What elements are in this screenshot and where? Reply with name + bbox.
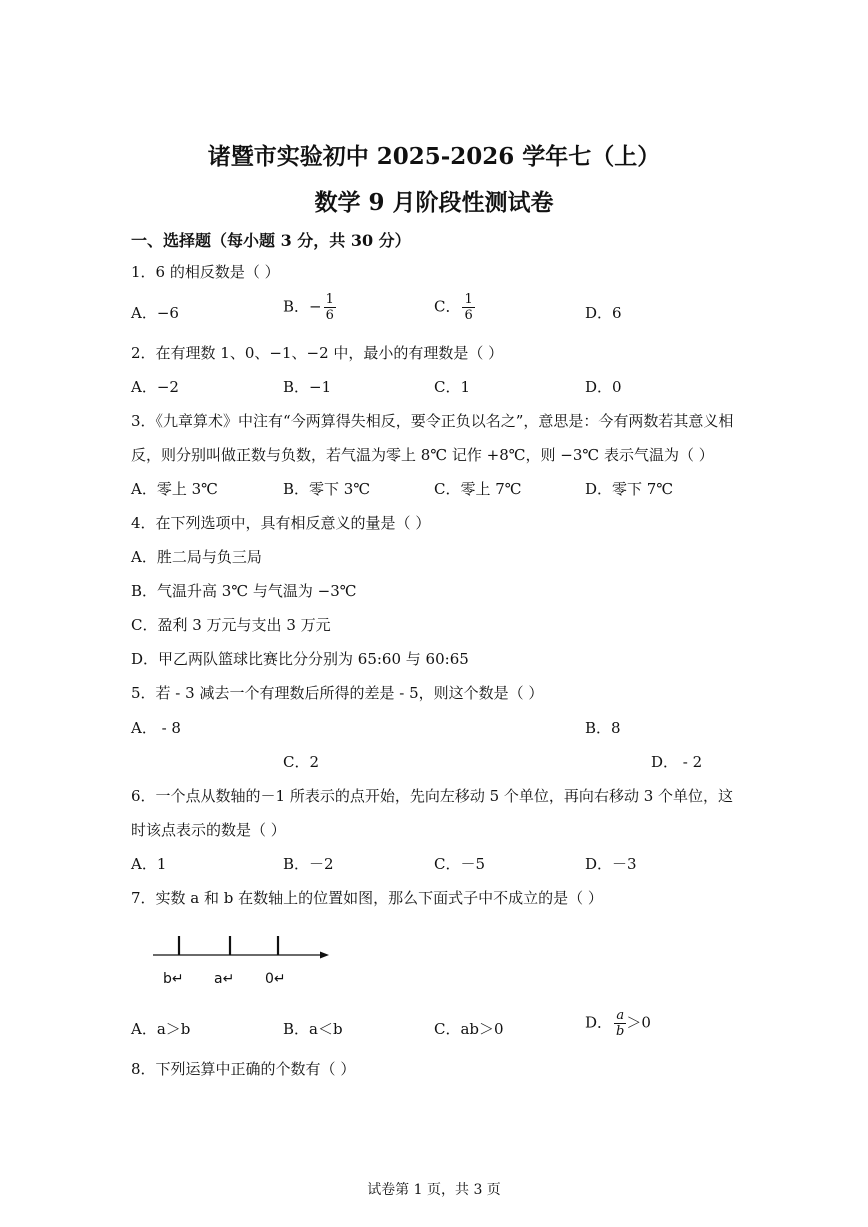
- question-4-option-a: A．胜二局与负三局: [131, 548, 262, 566]
- fraction-numerator: a: [614, 1008, 626, 1024]
- label-zero: 0↵: [265, 971, 286, 987]
- number-line-arrowhead: [320, 952, 329, 959]
- label-a: a↵: [214, 971, 235, 987]
- question-1-option-a: A．−6: [131, 304, 179, 322]
- question-2-option-a: A．−2: [131, 378, 179, 396]
- question-6-option-d: D．－3: [585, 855, 637, 873]
- question-2-option-c: C．1: [434, 378, 471, 396]
- fraction-denominator: 6: [325, 308, 334, 323]
- question-5-option-c: C．2: [283, 753, 320, 771]
- page-footer: 试卷第 1 页，共 3 页: [367, 1182, 501, 1198]
- question-6-stem-line2: 时该点表示的数是（ ）: [131, 821, 286, 839]
- question-3-stem-line1: 3．《九章算术》中注有“今两算得失相反，要令正负以名之”，意思是：今有两数若其意义相: [131, 412, 734, 430]
- question-6-option-b: B．－2: [283, 855, 334, 873]
- question-3-option-a: A．零上 3℃: [131, 480, 218, 498]
- question-1-option-b: [283, 292, 336, 323]
- page-title-line2: 数学 9 月阶段性测试卷: [314, 189, 554, 216]
- question-6-option-c: C．－5: [434, 855, 486, 873]
- label-b: b↵: [163, 971, 184, 987]
- page-title-line1: 诸暨市实验初中 2025-2026 学年七（上）: [207, 143, 661, 170]
- question-4-option-c: C．盈利 3 万元与支出 3 万元: [131, 616, 331, 634]
- fraction-denominator: b: [616, 1024, 625, 1039]
- section-heading: 一、选择题（每小题 3 分，共 30 分）: [131, 231, 411, 250]
- question-8-stem: 8．下列运算中正确的个数有（ ）: [131, 1060, 356, 1078]
- question-7-option-c: C．ab＞0: [434, 1020, 504, 1038]
- question-7-option-d: [585, 1008, 651, 1039]
- fraction-numerator: 1: [464, 292, 473, 307]
- question-5-option-a: A． - 8: [131, 719, 181, 737]
- question-4-stem: 4．在下列选项中，具有相反意义的量是（ ）: [131, 514, 431, 532]
- question-3-option-b: B．零下 3℃: [283, 480, 371, 498]
- question-5-option-b: B．8: [585, 719, 621, 737]
- question-3-option-d: D．零下 7℃: [585, 480, 674, 498]
- question-1-option-d: D．6: [585, 304, 622, 322]
- fraction-numerator: 1: [325, 292, 334, 307]
- question-7-option-a: A．a＞b: [131, 1020, 191, 1038]
- fraction-denominator: 6: [464, 308, 473, 323]
- question-2-stem: 2．在有理数 1、0、−1、−2 中，最小的有理数是（ ）: [131, 344, 504, 362]
- question-6-option-a: A．1: [131, 855, 167, 873]
- question-1-stem: 1．6 的相反数是（ ）: [131, 263, 280, 281]
- question-6-stem-line1: 6．一个点从数轴的－1 所表示的点开始，先向左移动 5 个单位，再向右移动 3 个单位，这: [131, 787, 734, 805]
- question-7-stem: 7．实数 a 和 b 在数轴上的位置如图，那么下面式子中不成立的是（ ）: [131, 889, 603, 907]
- option-d-suffix: ＞0: [626, 1013, 651, 1032]
- question-3-option-c: C．零上 7℃: [434, 480, 522, 498]
- question-2-option-b: B．−1: [283, 378, 332, 396]
- question-2-option-d: D．0: [585, 378, 622, 396]
- option-c-prefix: C．: [434, 297, 461, 316]
- question-1-option-c: [434, 292, 475, 323]
- question-5-stem: 5．若 - 3 减去一个有理数后所得的差是 - 5，则这个数是（ ）: [131, 684, 544, 702]
- question-5-option-d: D． - 2: [651, 753, 703, 771]
- number-line-figure: [150, 930, 340, 990]
- question-3-stem-line2: 反，则分别叫做正数与负数，若气温为零上 8℃ 记作 +8℃，则 −3℃ 表示气温为（ ）: [131, 446, 714, 464]
- question-4-option-b: B．气温升高 3℃ 与气温为 −3℃: [131, 582, 357, 600]
- question-4-option-d: D．甲乙两队篮球比赛比分分别为 65:60 与 60:65: [131, 650, 469, 668]
- option-d-prefix: D．: [585, 1013, 613, 1032]
- fraction: [462, 292, 474, 323]
- question-7-option-b: B．a＜b: [283, 1020, 343, 1038]
- option-b-prefix: B．−: [283, 297, 322, 316]
- fraction: [614, 1008, 626, 1039]
- fraction: [324, 292, 336, 323]
